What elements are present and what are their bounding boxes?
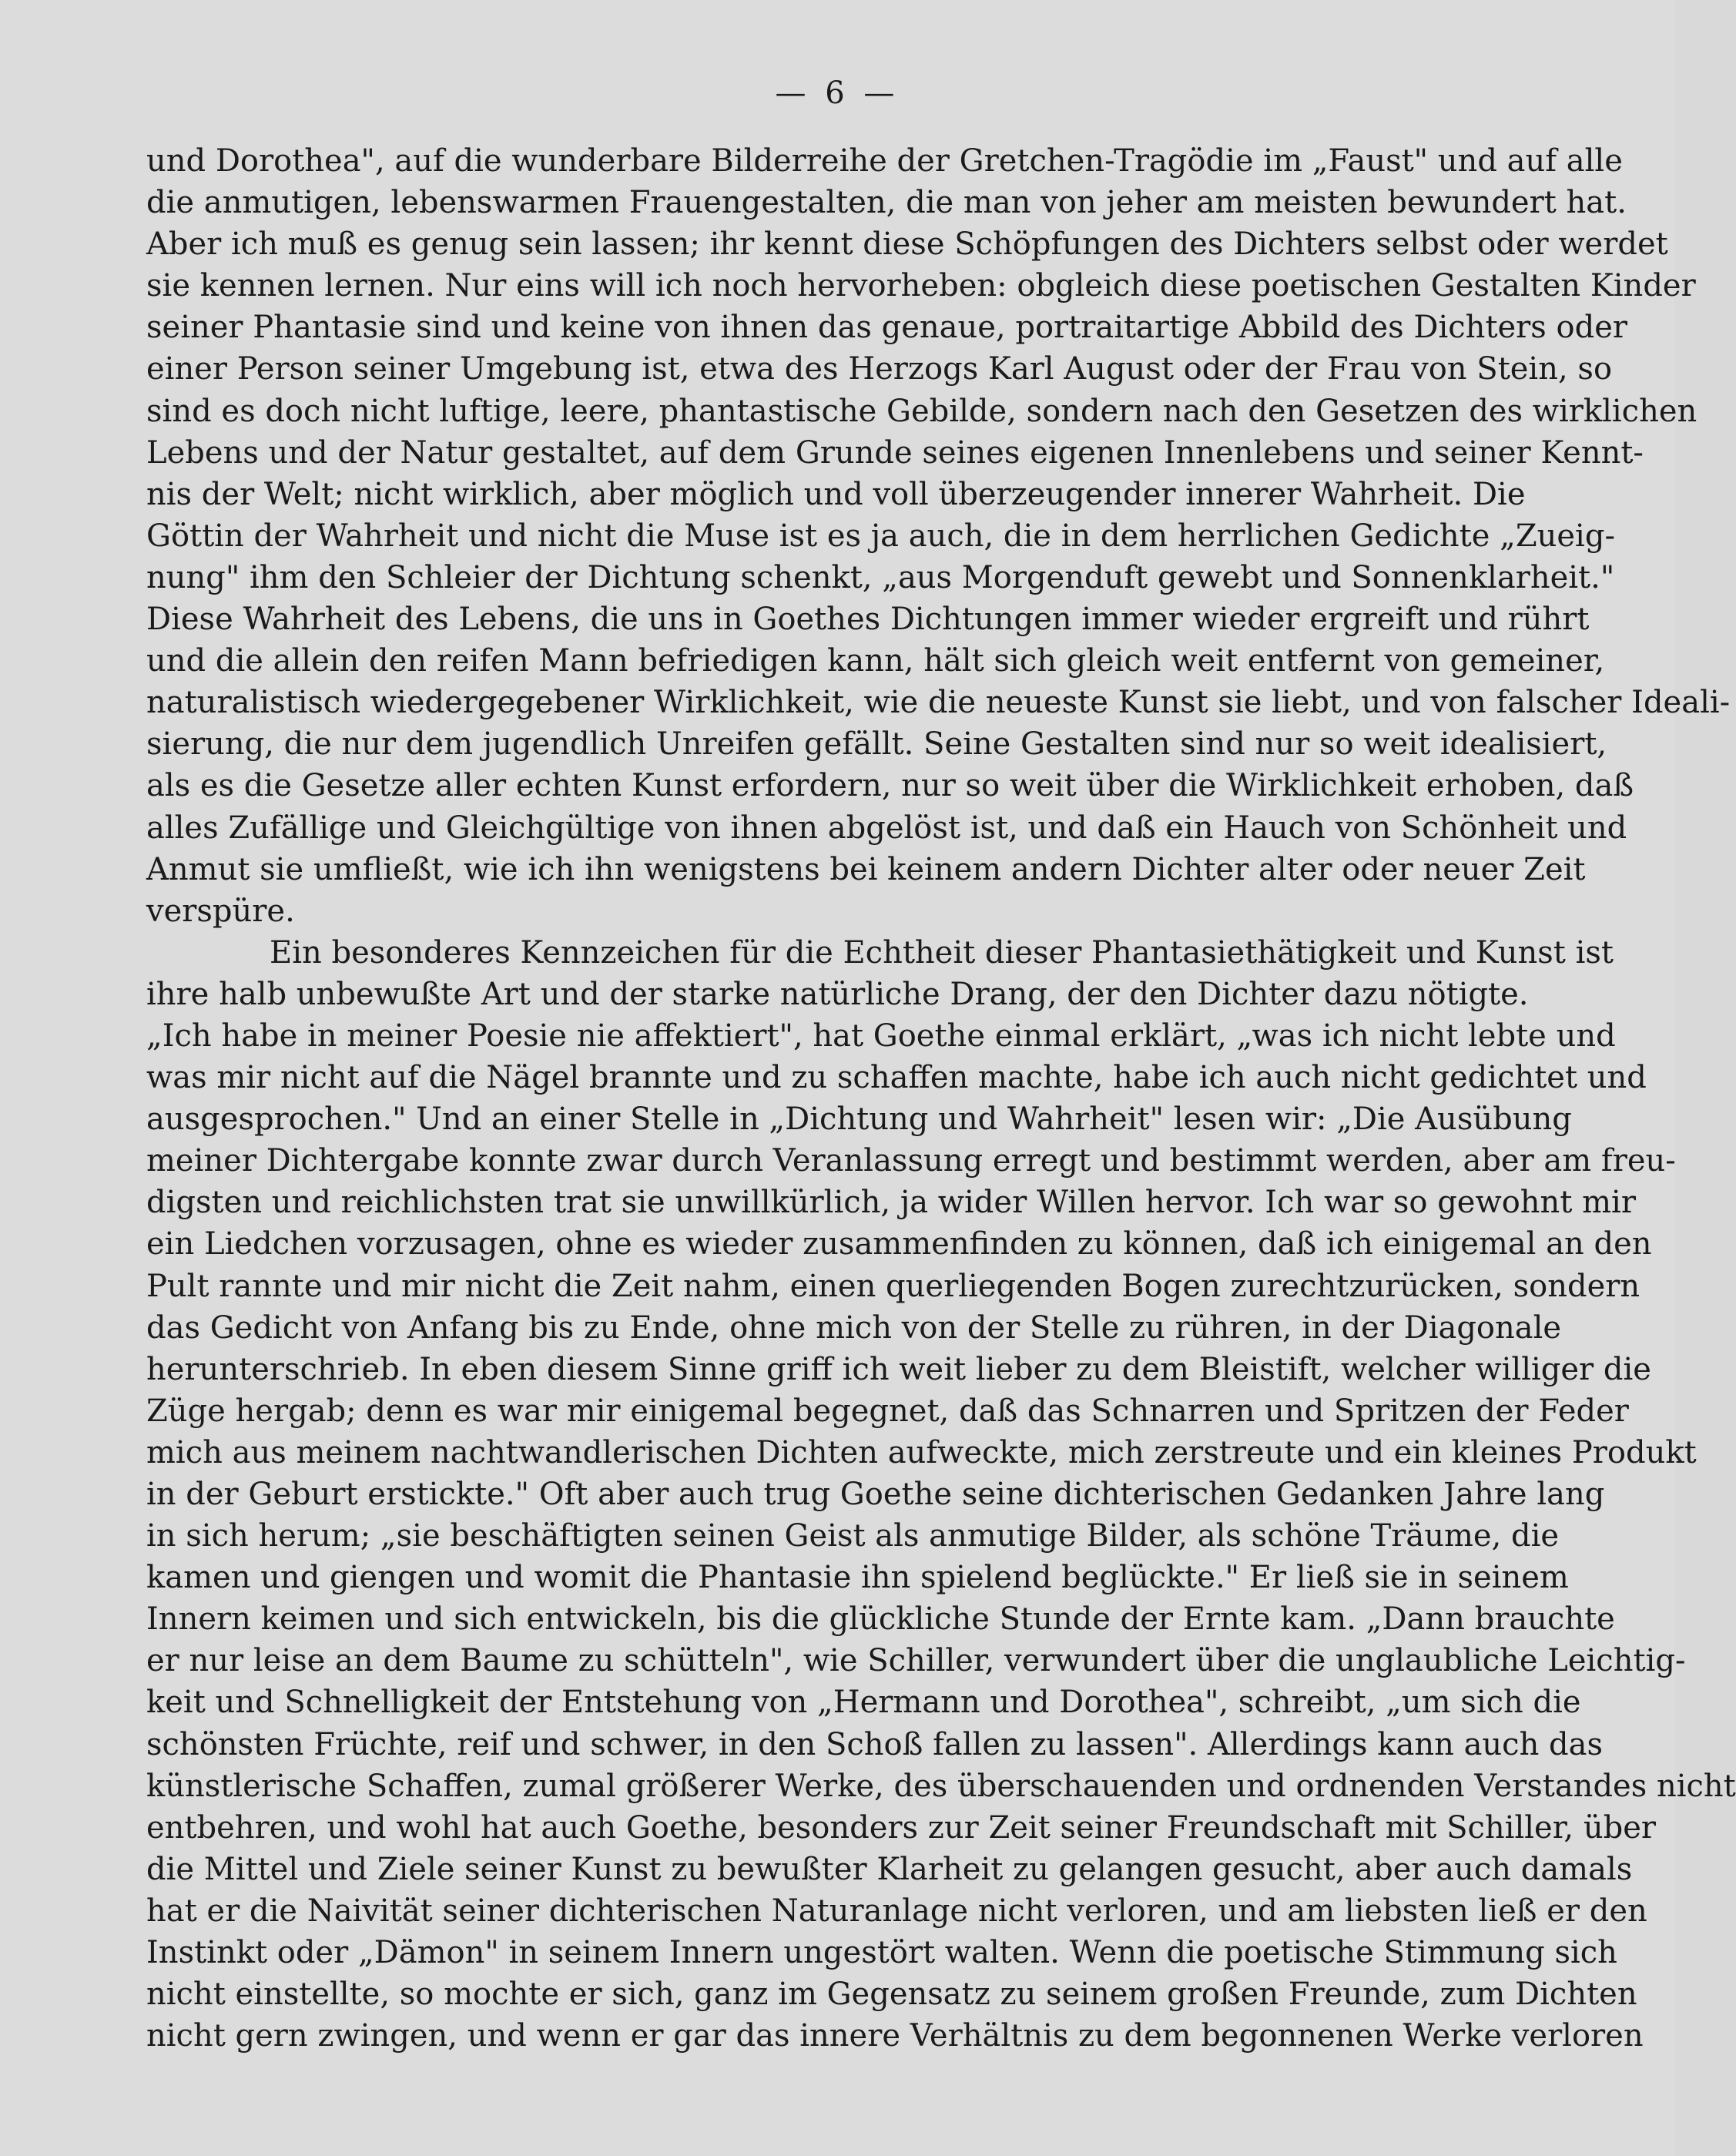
text-line: und die allein den reifen Mann befriedigen kann, hält sich gleich weit entfernt von gemeiner, (146, 643, 1605, 679)
text-line: künstlerische Schaffen, zumal größerer Werke, des überschauenden und ordnenden Verstandes nicht (146, 1768, 1736, 1804)
text-line: sind es doch nicht luftige, leere, phantastische Gebilde, sondern nach den Gesetzen des wirklichen (146, 393, 1697, 429)
text-line: nung" ihm den Schleier der Dichtung schenkt, „aus Morgenduft gewebt und Sonnenklarheit." (146, 559, 1615, 595)
text-line: alles Zufällige und Gleichgültige von ihnen abgelöst ist, und daß ein Hauch von Schönheit und (146, 810, 1627, 846)
text-line: verspüre. (146, 893, 295, 929)
text-line: nis der Welt; nicht wirklich, aber möglich und voll überzeugender innerer Wahrheit. Die (146, 476, 1526, 512)
text-line: einer Person seiner Umgebung ist, etwa des Herzogs Karl August oder der Frau von Stein, so (146, 351, 1613, 387)
text-line: sie kennen lernen. Nur eins will ich noch hervorheben: obgleich diese poetischen Gestalten Kinder (146, 268, 1696, 304)
text-line: naturalistisch wiedergegebener Wirklichkeit, wie die neueste Kunst sie liebt, und von falscher Ideali- (146, 685, 1731, 721)
text-line: Ein besonderes Kennzeichen für die Echtheit dieser Phantasiethätigkeit und Kunst ist (270, 934, 1614, 971)
text-line: Anmut sie umfließt, wie ich ihn wenigstens bei keinem andern Dichter alter oder neuer Zeit (146, 851, 1586, 887)
text-line: Lebens und der Natur gestaltet, auf dem Grunde seines eigenen Innenlebens und seiner Kennt- (146, 434, 1644, 471)
text-line: und Dorothea", auf die wunderbare Bilderreihe der Gretchen-Tragödie im „Faust" und auf alle (146, 143, 1623, 179)
text-line: was mir nicht auf die Nägel brannte und zu schaffen machte, habe ich auch nicht gedichtet und (146, 1060, 1647, 1096)
text-line: hat er die Naivität seiner dichterischen Naturanlage nicht verloren, und am liebsten ließ er den (146, 1893, 1647, 1929)
body-text (146, 140, 1736, 2057)
text-line: keit und Schnelligkeit der Entstehung von „Hermann und Dorothea", schreibt, „um sich die (146, 1685, 1581, 1721)
text-line: mich aus meinem nachtwandlerischen Dichten aufweckte, mich zerstreute und ein kleines Produkt (146, 1434, 1697, 1470)
text-line: ihre halb unbewußte Art und der starke natürliche Drang, der den Dichter dazu nötigte. (146, 976, 1529, 1012)
text-line: digsten und reichlichsten trat sie unwillkürlich, ja wider Willen hervor. Ich war so gewohnt mir (146, 1185, 1636, 1221)
text-line: Göttin der Wahrheit und nicht die Muse ist es ja auch, die in dem herrlichen Gedichte „Zueig- (146, 518, 1615, 554)
text-line: als es die Gesetze aller echten Kunst erfordern, nur so weit über die Wirklichkeit erhoben, daß (146, 768, 1634, 804)
text-line: ausgesprochen." Und an einer Stelle in „Dichtung und Wahrheit" lesen wir: „Die Ausübung (146, 1101, 1572, 1138)
page-number: — 6 — (775, 75, 900, 111)
text-line: entbehren, und wohl hat auch Goethe, besonders zur Zeit seiner Freundschaft mit Schiller, über (146, 1809, 1657, 1846)
text-line: Innern keimen und sich entwickeln, bis die glückliche Stunde der Ernte kam. „Dann brauchte (146, 1601, 1615, 1638)
text-line: ein Liedchen vorzusagen, ohne es wieder zusammenfinden zu können, daß ich einigemal an den (146, 1226, 1652, 1262)
text-line: „Ich habe in meiner Poesie nie affektiert", hat Goethe einmal erklärt, „was ich nicht lebte und (146, 1018, 1616, 1054)
text-line: nicht einstellte, so mochte er sich, ganz im Gegensatz zu seinem großen Freunde, zum Dichten (146, 1977, 1637, 2013)
text-line: sierung, die nur dem jugendlich Unreifen gefällt. Seine Gestalten sind nur so weit idealisiert, (146, 726, 1607, 763)
paragraph (146, 932, 1736, 2057)
text-line: die anmutigen, lebenswarmen Frauengestalten, die man von jeher am meisten bewundert hat. (146, 185, 1627, 221)
text-line: herunterschrieb. In eben diesem Sinne griff ich weit lieber zu dem Bleistift, welcher williger die (146, 1351, 1651, 1387)
text-line: in der Geburt erstickte." Oft aber auch trug Goethe seine dichterischen Gedanken Jahre lang (146, 1477, 1605, 1512)
text-line: Instinkt oder „Dämon" in seinem Innern ungestört walten. Wenn die poetische Stimmung sich (146, 1935, 1617, 1971)
text-line: er nur leise an dem Baume zu schütteln", wie Schiller, verwundert über die unglaubliche Leichtig- (146, 1643, 1686, 1679)
text-line: nicht gern zwingen, und wenn er gar das innere Verhältnis zu dem begonnenen Werke verloren (146, 2018, 1644, 2054)
text-line: in sich herum; „sie beschäftigten seinen Geist als anmutige Bilder, als schöne Träume, die (146, 1518, 1560, 1554)
text-line: kamen und giengen und womit die Phantasie ihn spielend beglückte." Er ließ sie in seinem (146, 1560, 1569, 1596)
text-line: das Gedicht von Anfang bis zu Ende, ohne mich von der Stelle zu rühren, in der Diagonale (146, 1309, 1562, 1346)
text-line: meiner Dichtergabe konnte zwar durch Veranlassung erregt und bestimmt werden, aber am freu- (146, 1143, 1676, 1179)
text-line: schönsten Früchte, reif und schwer, in den Schoß fallen zu lassen". Allerdings kann auch das (146, 1726, 1604, 1762)
paragraph (146, 140, 1731, 932)
text-line: Pult rannte und mir nicht die Zeit nahm, einen querliegenden Bogen zurechtzurücken, sondern (146, 1268, 1640, 1304)
text-line: Aber ich muß es genug sein lassen; ihr kennt diese Schöpfungen des Dichters selbst oder werdet (146, 226, 1668, 263)
text-line: Diese Wahrheit des Lebens, die uns in Goethes Dichtungen immer wieder ergreift und rührt (146, 602, 1590, 638)
text-line: Züge hergab; denn es war mir einigemal begegnet, daß das Schnarren und Spritzen der Feder (146, 1393, 1629, 1429)
text-line: seiner Phantasie sind und keine von ihnen das genaue, portraitartige Abbild des Dichters oder (146, 310, 1628, 346)
text-line: die Mittel und Ziele seiner Kunst zu bewußter Klarheit zu gelangen gesucht, aber auch damals (146, 1851, 1633, 1887)
